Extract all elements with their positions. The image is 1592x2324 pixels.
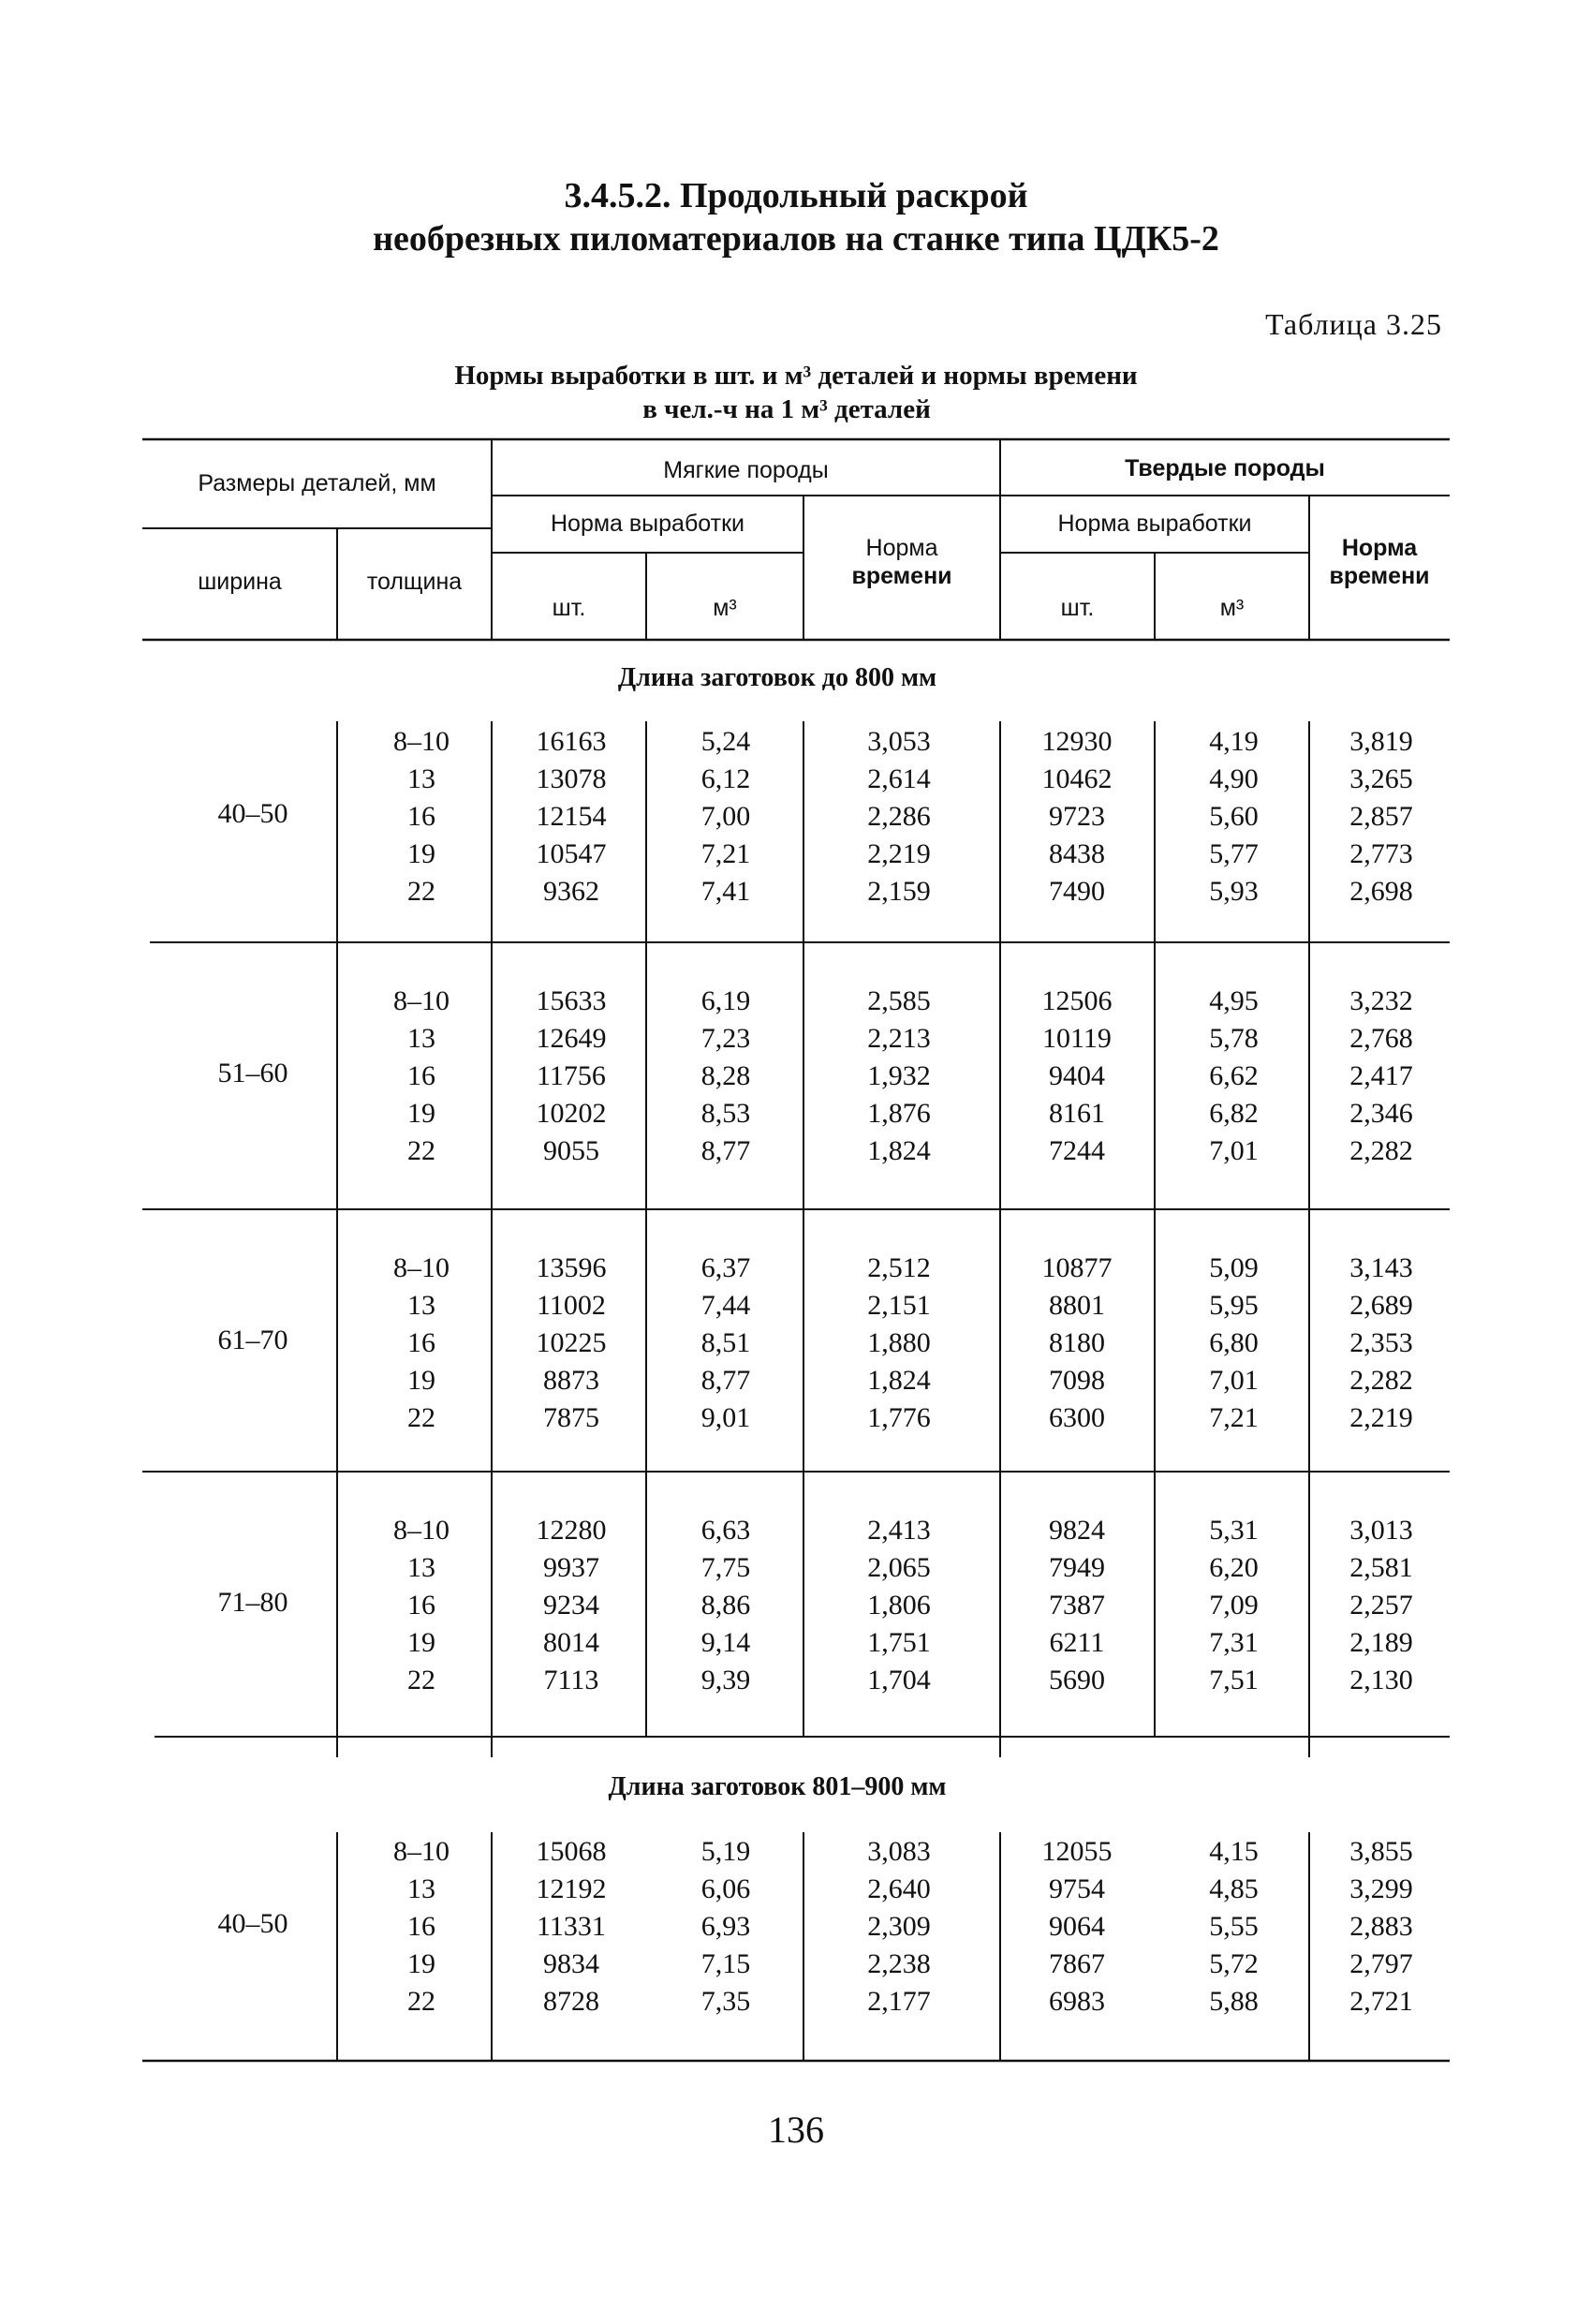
hard-m3-cell: 5,93	[1209, 876, 1259, 907]
hard-time-cell: 2,189	[1349, 1627, 1413, 1658]
thickness-cell: 8–10	[393, 1515, 450, 1546]
header-soft-pcs: шт.	[552, 595, 586, 621]
hard-m3-cell: 5,55	[1209, 1911, 1259, 1942]
hard-m3-cell: 5,77	[1209, 838, 1259, 869]
hard-m3-cell: 5,95	[1209, 1290, 1259, 1321]
soft-pcs-column	[496, 1833, 646, 2021]
hard-pcs-cell: 7098	[1049, 1365, 1105, 1396]
soft-m3-cell: 6,06	[700, 1873, 751, 1904]
soft-m3-cell: 6,93	[700, 1911, 751, 1942]
hard-time-cell: 3,232	[1349, 985, 1413, 1016]
hard-pcs-cell: 8801	[1049, 1290, 1105, 1321]
hard-time-cell: 2,689	[1349, 1290, 1413, 1321]
soft-pcs-cell: 10202	[536, 1098, 607, 1129]
soft-time-cell: 2,512	[867, 1252, 931, 1283]
hard-m3-cell: 6,82	[1209, 1098, 1259, 1129]
soft-time-cell: 2,065	[867, 1552, 931, 1583]
hard-pcs-cell: 5690	[1049, 1665, 1105, 1695]
thickness-column	[337, 1512, 506, 1699]
hard-m3-cell: 7,09	[1209, 1590, 1259, 1621]
soft-pcs-cell: 7875	[543, 1402, 599, 1433]
hard-time-cell: 2,721	[1349, 1986, 1413, 2017]
hard-pcs-cell: 9824	[1049, 1515, 1105, 1546]
thickness-column	[337, 723, 506, 910]
soft-pcs-cell: 13596	[536, 1252, 607, 1283]
hard-time-cell: 2,773	[1349, 838, 1413, 869]
soft-time-cell: 2,640	[867, 1873, 931, 1904]
section-heading-line-1: 3.4.5.2. Продольный раскрой	[564, 176, 1028, 215]
thickness-cell: 22	[407, 876, 435, 907]
hard-m3-cell: 5,88	[1209, 1986, 1259, 2017]
thickness-cell: 16	[407, 1911, 435, 1942]
soft-time-cell: 1,776	[867, 1402, 931, 1433]
section-title: Длина заготовок до 800 мм	[617, 663, 937, 692]
soft-time-cell: 1,880	[867, 1327, 931, 1358]
soft-pcs-column	[496, 1512, 646, 1699]
soft-m3-cell: 8,77	[700, 1135, 751, 1166]
soft-m3-cell: 8,28	[700, 1060, 751, 1091]
soft-time-cell: 3,053	[867, 726, 931, 757]
section-heading-line-2: необрезных пиломатериалов на станке типа ЦДК5-2	[373, 219, 1219, 259]
soft-m3-cell: 7,44	[700, 1290, 751, 1321]
hard-time-cell: 2,219	[1349, 1402, 1413, 1433]
hard-pcs-cell: 7867	[1049, 1948, 1105, 1979]
hard-m3-cell: 4,15	[1209, 1836, 1259, 1867]
soft-time-cell: 1,704	[867, 1665, 931, 1695]
soft-pcs-cell: 8728	[543, 1986, 599, 2017]
hard-m3-cell: 7,31	[1209, 1627, 1259, 1658]
soft-m3-cell: 9,14	[700, 1627, 751, 1658]
soft-pcs-cell: 9362	[543, 876, 599, 907]
soft-m3-cell: 8,86	[700, 1590, 751, 1621]
hard-pcs-column	[1002, 1833, 1152, 2021]
header-soft-woods: Мягкие породы	[663, 457, 829, 483]
soft-time-cell: 1,751	[867, 1627, 931, 1658]
hard-pcs-cell: 8161	[1049, 1098, 1105, 1129]
hard-pcs-cell: 9404	[1049, 1060, 1105, 1091]
soft-time-cell: 2,219	[867, 838, 931, 869]
thickness-cell: 19	[407, 838, 435, 869]
hard-pcs-cell: 7387	[1049, 1590, 1105, 1621]
header-soft-time-norm	[803, 534, 1000, 590]
soft-time-cell: 2,177	[867, 1986, 931, 2017]
hard-time-cell: 3,143	[1349, 1252, 1413, 1283]
hard-pcs-column	[1002, 1250, 1152, 1437]
width-cell: 71–80	[217, 1587, 288, 1618]
soft-pcs-cell: 12280	[536, 1515, 607, 1546]
hard-pcs-cell: 12930	[1041, 726, 1113, 757]
table-number: Таблица 3.25	[1265, 307, 1442, 341]
section-title: Длина заготовок 801–900 мм	[608, 1772, 947, 1801]
hard-pcs-cell: 9754	[1049, 1873, 1105, 1904]
hard-pcs-column	[1002, 1512, 1152, 1699]
thickness-cell: 16	[407, 1060, 435, 1091]
soft-time-column	[805, 723, 993, 910]
thickness-cell: 19	[407, 1365, 435, 1396]
soft-time-cell: 2,309	[867, 1911, 931, 1942]
soft-pcs-column	[496, 723, 646, 910]
soft-m3-cell: 7,21	[700, 838, 751, 869]
hard-m3-cell: 4,85	[1209, 1873, 1259, 1904]
soft-time-column	[805, 1250, 993, 1437]
hard-pcs-cell: 10877	[1041, 1252, 1113, 1283]
soft-m3-cell: 8,53	[700, 1098, 751, 1129]
hard-pcs-cell: 6983	[1049, 1986, 1105, 2017]
thickness-cell: 13	[407, 1023, 435, 1054]
hard-pcs-cell: 7244	[1049, 1135, 1105, 1166]
soft-pcs-cell: 10547	[536, 838, 607, 869]
thickness-cell: 13	[407, 1290, 435, 1321]
hard-time-cell: 3,855	[1349, 1836, 1413, 1867]
header-thickness: толщина	[366, 569, 463, 595]
soft-m3-cell: 8,51	[700, 1327, 751, 1358]
soft-m3-cell: 7,35	[700, 1986, 751, 2017]
hard-time-cell: 2,353	[1349, 1327, 1413, 1358]
hard-m3-column	[1157, 1833, 1311, 2021]
soft-m3-column	[646, 1833, 805, 2021]
hard-pcs-column	[1002, 983, 1152, 1170]
soft-pcs-column	[496, 983, 646, 1170]
hard-pcs-cell: 10462	[1041, 763, 1113, 794]
soft-pcs-cell: 13078	[536, 763, 607, 794]
hard-pcs-cell: 12506	[1041, 985, 1113, 1016]
hard-pcs-cell: 8180	[1049, 1327, 1105, 1358]
hard-m3-column	[1157, 1250, 1311, 1437]
soft-pcs-column	[496, 1250, 646, 1437]
soft-pcs-cell: 12192	[536, 1873, 607, 1904]
hard-time-cell: 2,282	[1349, 1135, 1413, 1166]
hard-time-cell: 2,417	[1349, 1060, 1413, 1091]
soft-m3-cell: 9,39	[700, 1665, 751, 1695]
hard-time-cell: 2,282	[1349, 1365, 1413, 1396]
soft-time-cell: 1,806	[867, 1590, 931, 1621]
hard-time-cell: 2,883	[1349, 1911, 1413, 1942]
soft-pcs-cell: 7113	[543, 1665, 599, 1695]
header-hard-woods: Твердые породы	[1125, 455, 1325, 481]
hard-time-column	[1311, 1512, 1452, 1699]
thickness-cell: 16	[407, 801, 435, 832]
header-soft-output-norm: Норма выработки	[551, 511, 744, 537]
thickness-cell: 19	[407, 1098, 435, 1129]
hard-m3-cell: 7,51	[1209, 1665, 1259, 1695]
soft-pcs-cell: 11331	[537, 1911, 606, 1942]
hard-time-cell: 2,581	[1349, 1552, 1413, 1583]
width-cell: 51–60	[217, 1058, 288, 1088]
thickness-column	[337, 983, 506, 1170]
soft-m3-column	[646, 723, 805, 910]
hard-pcs-cell: 6300	[1049, 1402, 1105, 1433]
header-hard-time-norm-line-2: времени	[1329, 563, 1430, 589]
hard-time-cell: 3,265	[1349, 763, 1413, 794]
header-hard-pcs: шт.	[1060, 595, 1095, 621]
soft-m3-cell: 5,19	[700, 1836, 751, 1867]
soft-pcs-cell: 9834	[543, 1948, 599, 1979]
hard-time-cell: 2,797	[1349, 1948, 1413, 1979]
hard-time-cell: 3,819	[1349, 726, 1413, 757]
soft-pcs-cell: 9937	[543, 1552, 599, 1583]
thickness-cell: 8–10	[393, 985, 450, 1016]
hard-m3-cell: 5,31	[1209, 1515, 1259, 1546]
soft-m3-cell: 7,41	[700, 876, 751, 907]
hard-m3-cell: 5,09	[1209, 1252, 1259, 1283]
hard-m3-column	[1157, 983, 1311, 1170]
hard-m3-cell: 7,01	[1209, 1365, 1259, 1396]
soft-pcs-cell: 9055	[543, 1135, 599, 1166]
hard-time-cell: 2,346	[1349, 1098, 1413, 1129]
hard-pcs-cell: 9064	[1049, 1911, 1105, 1942]
hard-m3-cell: 5,72	[1209, 1948, 1259, 1979]
soft-m3-cell: 6,37	[700, 1252, 751, 1283]
soft-m3-column	[646, 983, 805, 1170]
soft-m3-column	[646, 1512, 805, 1699]
soft-m3-cell: 7,23	[700, 1023, 751, 1054]
hard-pcs-cell: 12055	[1041, 1836, 1113, 1867]
soft-time-column	[805, 1833, 993, 2021]
hard-time-column	[1311, 723, 1452, 910]
thickness-cell: 22	[407, 1665, 435, 1695]
soft-time-cell: 2,413	[867, 1515, 931, 1546]
header-soft-time-norm-line-2: времени	[851, 563, 952, 589]
hard-pcs-column	[1002, 723, 1152, 910]
hard-m3-cell: 4,90	[1209, 763, 1259, 794]
soft-time-column	[805, 983, 993, 1170]
width-cell: 61–70	[217, 1325, 288, 1355]
thickness-cell: 19	[407, 1627, 435, 1658]
width-cell: 40–50	[217, 1908, 288, 1939]
thickness-cell: 16	[407, 1590, 435, 1621]
thickness-cell: 13	[407, 1873, 435, 1904]
hard-m3-cell: 6,80	[1209, 1327, 1259, 1358]
header-hard-time-norm-line-1: Норма	[1341, 535, 1418, 561]
soft-m3-cell: 6,19	[700, 985, 751, 1016]
soft-pcs-cell: 11756	[537, 1060, 606, 1091]
soft-time-cell: 1,876	[867, 1098, 931, 1129]
hard-pcs-cell: 7949	[1049, 1552, 1105, 1583]
header-hard-output-norm: Норма выработки	[1057, 511, 1252, 537]
hard-m3-cell: 6,20	[1209, 1552, 1259, 1583]
hard-m3-column	[1157, 1512, 1311, 1699]
hard-time-cell: 2,257	[1349, 1590, 1413, 1621]
soft-pcs-cell: 8014	[543, 1627, 599, 1658]
soft-pcs-cell: 12154	[536, 801, 607, 832]
header-soft-m3: м³	[713, 595, 737, 621]
hard-time-cell: 3,013	[1349, 1515, 1413, 1546]
thickness-cell: 22	[407, 1986, 435, 2017]
soft-time-cell: 1,824	[867, 1135, 931, 1166]
soft-m3-cell: 7,00	[700, 801, 751, 832]
soft-time-cell: 3,083	[867, 1836, 931, 1867]
thickness-cell: 8–10	[393, 1252, 450, 1283]
hard-time-cell: 2,130	[1349, 1665, 1413, 1695]
page-number: 136	[768, 2109, 824, 2151]
header-sizes: Размеры деталей, мм	[198, 470, 436, 496]
thickness-cell: 22	[407, 1135, 435, 1166]
soft-time-cell: 2,614	[867, 763, 931, 794]
soft-m3-cell: 6,63	[700, 1515, 751, 1546]
hard-m3-cell: 5,78	[1209, 1023, 1259, 1054]
soft-pcs-cell: 15068	[536, 1836, 607, 1867]
soft-time-cell: 2,238	[867, 1948, 931, 1979]
soft-time-cell: 2,585	[867, 985, 931, 1016]
soft-pcs-cell: 9234	[543, 1590, 599, 1621]
hard-m3-cell: 7,01	[1209, 1135, 1259, 1166]
hard-pcs-cell: 10119	[1042, 1023, 1112, 1054]
header-hard-time-norm	[1309, 534, 1450, 590]
width-cell: 40–50	[217, 798, 288, 829]
soft-time-cell: 2,151	[867, 1290, 931, 1321]
soft-m3-cell: 5,24	[700, 726, 751, 757]
hard-m3-cell: 4,19	[1209, 726, 1259, 757]
hard-m3-cell: 7,21	[1209, 1402, 1259, 1433]
hard-pcs-cell: 9723	[1049, 801, 1105, 832]
hard-m3-cell: 4,95	[1209, 985, 1259, 1016]
soft-m3-cell: 7,75	[700, 1552, 751, 1583]
thickness-cell: 22	[407, 1402, 435, 1433]
soft-m3-cell: 6,12	[700, 763, 751, 794]
soft-pcs-cell: 16163	[536, 726, 607, 757]
soft-pcs-cell: 11002	[537, 1290, 606, 1321]
hard-time-column	[1311, 983, 1452, 1170]
hard-time-cell: 2,768	[1349, 1023, 1413, 1054]
hard-time-cell: 3,299	[1349, 1873, 1413, 1904]
table-caption-line-1: Нормы выработки в шт. и м³ деталей и нормы времени	[454, 361, 1138, 391]
soft-m3-column	[646, 1250, 805, 1437]
thickness-cell: 13	[407, 1552, 435, 1583]
hard-m3-column	[1157, 723, 1311, 910]
soft-pcs-cell: 8873	[543, 1365, 599, 1396]
thickness-cell: 19	[407, 1948, 435, 1979]
hard-pcs-cell: 8438	[1049, 838, 1105, 869]
thickness-cell: 8–10	[393, 726, 450, 757]
hard-time-cell: 2,698	[1349, 876, 1413, 907]
thickness-column	[337, 1833, 506, 2021]
thickness-column	[337, 1250, 506, 1437]
soft-pcs-cell: 12649	[536, 1023, 607, 1054]
soft-time-cell: 1,932	[867, 1060, 931, 1091]
header-soft-time-norm-line-1: Норма	[865, 535, 938, 561]
soft-time-cell: 2,213	[867, 1023, 931, 1054]
soft-m3-cell: 9,01	[700, 1402, 751, 1433]
hard-m3-cell: 6,62	[1209, 1060, 1259, 1091]
hard-time-column	[1311, 1833, 1452, 2021]
thickness-cell: 13	[407, 763, 435, 794]
hard-time-cell: 2,857	[1349, 801, 1413, 832]
soft-time-cell: 2,159	[867, 876, 931, 907]
hard-m3-cell: 5,60	[1209, 801, 1259, 832]
soft-pcs-cell: 10225	[536, 1327, 607, 1358]
soft-time-column	[805, 1512, 993, 1699]
soft-m3-cell: 8,77	[700, 1365, 751, 1396]
soft-time-cell: 2,286	[867, 801, 931, 832]
soft-m3-cell: 7,15	[700, 1948, 751, 1979]
table-caption-line-2: в чел.-ч на 1 м³ деталей	[642, 394, 931, 424]
hard-pcs-cell: 7490	[1049, 876, 1105, 907]
soft-time-cell: 1,824	[867, 1365, 931, 1396]
hard-pcs-cell: 6211	[1049, 1627, 1105, 1658]
header-hard-m3: м³	[1219, 595, 1245, 621]
thickness-cell: 16	[407, 1327, 435, 1358]
soft-pcs-cell: 15633	[536, 985, 607, 1016]
thickness-cell: 8–10	[393, 1836, 450, 1867]
hard-time-column	[1311, 1250, 1452, 1437]
header-width: ширина	[198, 569, 282, 595]
